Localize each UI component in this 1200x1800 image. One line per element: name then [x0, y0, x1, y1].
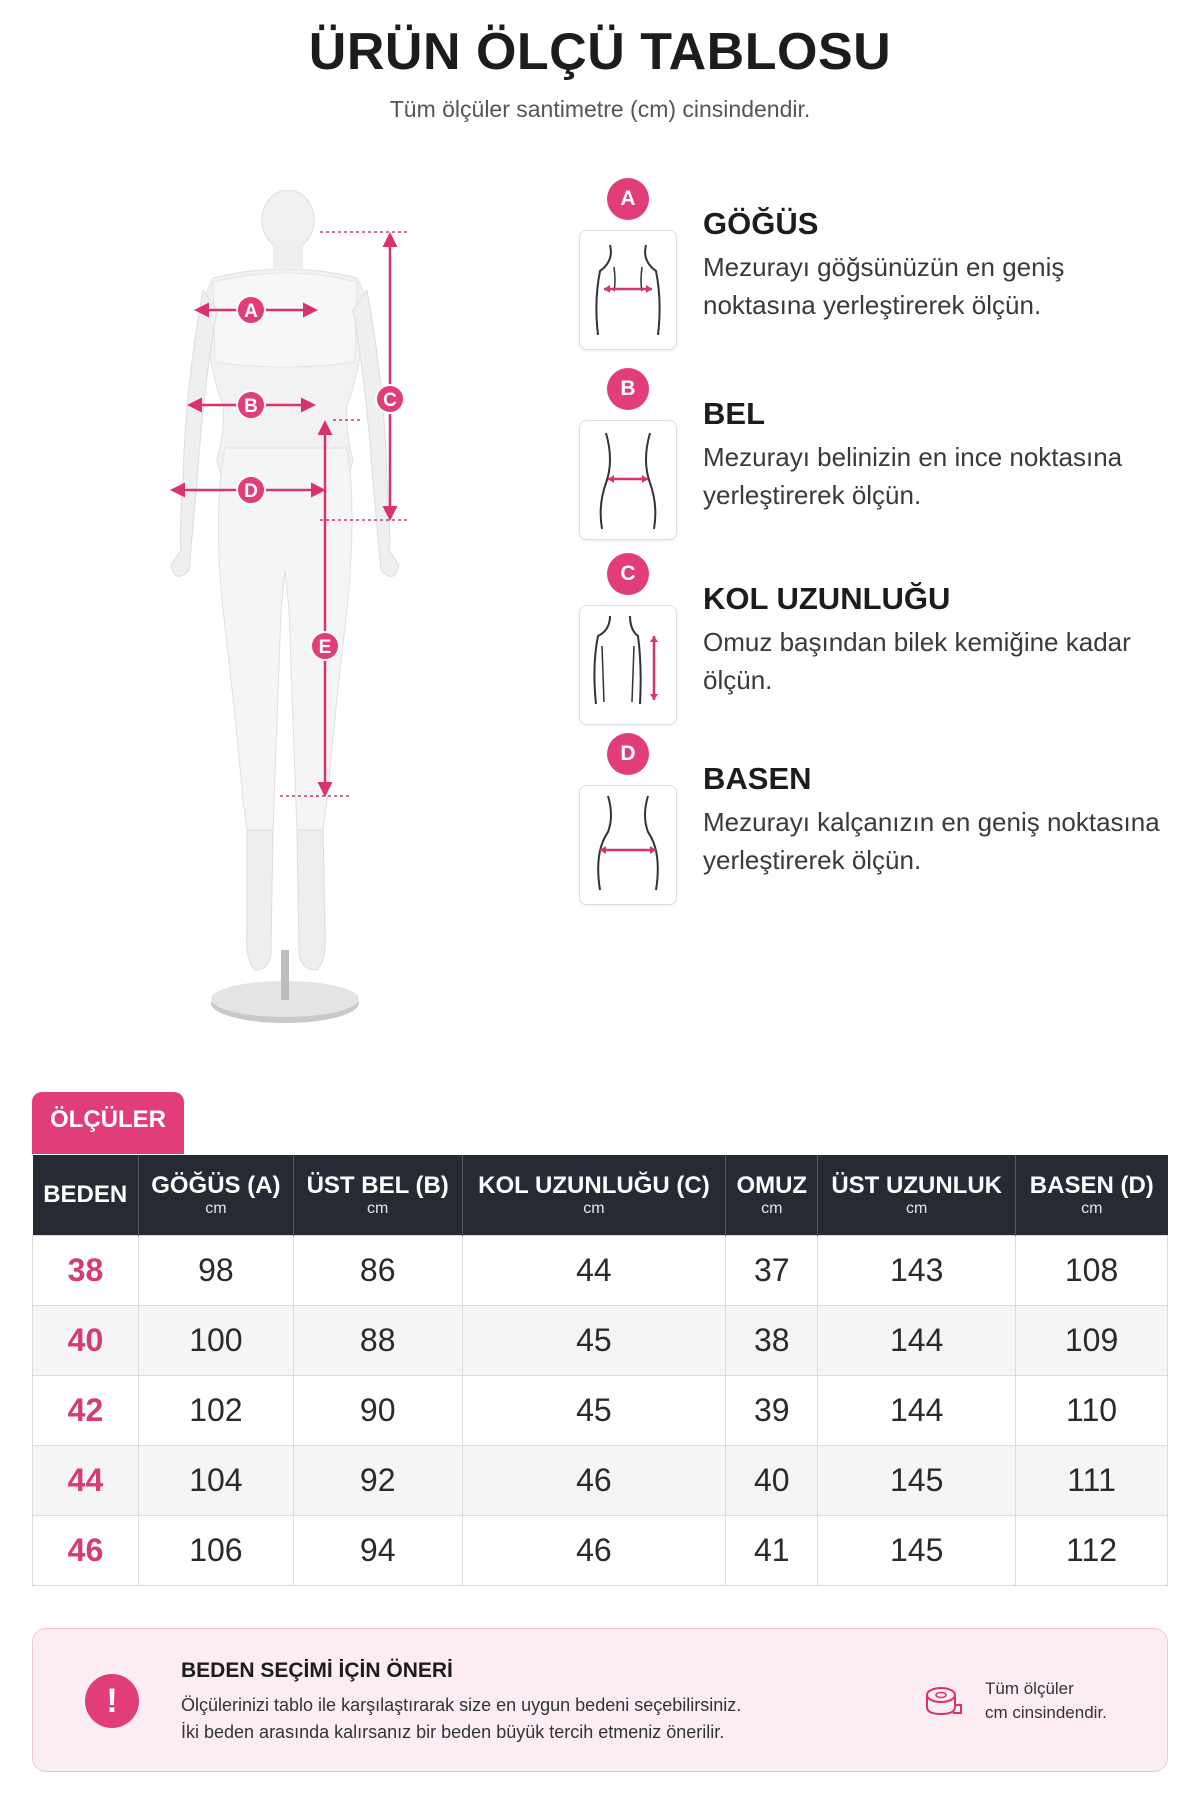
marker-b: B: [244, 396, 258, 417]
table-cell: 100: [138, 1305, 293, 1375]
table-cell: 144: [818, 1375, 1016, 1445]
table-cell: 37: [726, 1235, 818, 1305]
table-cell: 104: [138, 1445, 293, 1515]
guide-badge-a: A: [607, 178, 649, 220]
note-side-line1: Tüm ölçüler: [985, 1679, 1074, 1698]
size-table: [32, 1155, 1168, 1586]
table-cell: 111: [1016, 1445, 1168, 1515]
header-chest: GÖĞÜS (A) cm: [138, 1155, 293, 1235]
note-side-line2: cm cinsindendir.: [985, 1703, 1107, 1722]
page-title: ÜRÜN ÖLÇÜ TABLOSU: [308, 23, 892, 81]
chest-measure-icon: [579, 230, 677, 350]
table-tab-label: ÖLÇÜLER: [32, 1092, 184, 1154]
guide-desc-waist: Mezurayı belinizin en ince noktasına yerleştirerek ölçün.: [703, 442, 1123, 510]
note-text-line2: İki beden arasında kalırsanız bir beden büyük tercih etmeniz önerilir.: [181, 1722, 725, 1742]
size-cell: 42: [33, 1375, 139, 1445]
guide-item-hips: [575, 733, 1175, 913]
header-shoulder: OMUZ cm: [726, 1155, 818, 1235]
table-cell: 46: [462, 1515, 726, 1585]
table-cell: 112: [1016, 1515, 1168, 1585]
table-cell: 92: [293, 1445, 462, 1515]
table-cell: 145: [818, 1515, 1016, 1585]
marker-c: C: [383, 390, 397, 411]
table-cell: 38: [726, 1305, 818, 1375]
guide-desc-chest: Mezurayı göğsünüzün en geniş noktasına yerleştirerek ölçün.: [703, 252, 1065, 320]
table-cell: 143: [818, 1235, 1016, 1305]
tape-measure-icon: [923, 1681, 963, 1721]
guide-item-chest: [575, 178, 1175, 358]
note-title: BEDEN SEÇİMİ İÇİN ÖNERİ: [181, 1659, 453, 1682]
guide-title-waist: BEL: [703, 396, 765, 431]
guide-badge-d: D: [607, 733, 649, 775]
table-cell: 106: [138, 1515, 293, 1585]
table-cell: 109: [1016, 1305, 1168, 1375]
mannequin-figure: [85, 190, 505, 1030]
size-cell: 46: [33, 1515, 139, 1585]
guide-item-waist: [575, 368, 1175, 548]
table-row: [33, 1445, 1168, 1515]
table-cell: 45: [462, 1375, 726, 1445]
guide-title-chest: GÖĞÜS: [703, 206, 819, 241]
size-cell: 44: [33, 1445, 139, 1515]
table-header-row: [33, 1155, 1168, 1235]
table-cell: 86: [293, 1235, 462, 1305]
table-cell: 94: [293, 1515, 462, 1585]
table-cell: 46: [462, 1445, 726, 1515]
table-row: [33, 1235, 1168, 1305]
table-row: [33, 1375, 1168, 1445]
table-cell: 39: [726, 1375, 818, 1445]
marker-a: A: [244, 301, 258, 322]
header-hips: BASEN (D) cm: [1016, 1155, 1168, 1235]
header-size: BEDEN: [33, 1155, 139, 1235]
guide-title-arm: KOL UZUNLUĞU: [703, 581, 951, 616]
size-recommendation-box: [32, 1628, 1168, 1772]
guide-badge-c: C: [607, 553, 649, 595]
table-cell: 145: [818, 1445, 1016, 1515]
guide-item-arm: [575, 553, 1175, 733]
guide-desc-arm: Omuz başından bilek kemiğine kadar ölçün.: [703, 627, 1131, 695]
size-cell: 38: [33, 1235, 139, 1305]
guide-desc-hips: Mezurayı kalçanızın en geniş noktasına yerleştirerek ölçün.: [703, 807, 1160, 875]
header-upper-waist: ÜST BEL (B) cm: [293, 1155, 462, 1235]
table-cell: 90: [293, 1375, 462, 1445]
table-cell: 41: [726, 1515, 818, 1585]
table-row: [33, 1305, 1168, 1375]
marker-d: D: [244, 481, 258, 502]
header-top-length: ÜST UZUNLUK cm: [818, 1155, 1016, 1235]
header-arm-length: KOL UZUNLUĞU (C) cm: [462, 1155, 726, 1235]
table-cell: 40: [726, 1445, 818, 1515]
page-subtitle: Tüm ölçüler santimetre (cm) cinsindendir.: [389, 96, 811, 122]
hips-measure-icon: [579, 785, 677, 905]
guide-badge-b: B: [607, 368, 649, 410]
table-cell: 102: [138, 1375, 293, 1445]
table-cell: 44: [462, 1235, 726, 1305]
table-cell: 45: [462, 1305, 726, 1375]
table-cell: 98: [138, 1235, 293, 1305]
size-cell: 40: [33, 1305, 139, 1375]
table-cell: 144: [818, 1305, 1016, 1375]
arm-measure-icon: [579, 605, 677, 725]
note-text-line1: Ölçülerinizi tablo ile karşılaştırarak size en uygun bedeni seçebilirsiniz.: [181, 1695, 742, 1715]
table-cell: 108: [1016, 1235, 1168, 1305]
guide-title-hips: BASEN: [703, 761, 812, 796]
alert-icon: !: [85, 1674, 139, 1728]
table-cell: 88: [293, 1305, 462, 1375]
table-row: [33, 1515, 1168, 1585]
table-cell: 110: [1016, 1375, 1168, 1445]
marker-e: E: [318, 637, 332, 658]
waist-measure-icon: [579, 420, 677, 540]
mannequin-illustration: [85, 190, 505, 1030]
